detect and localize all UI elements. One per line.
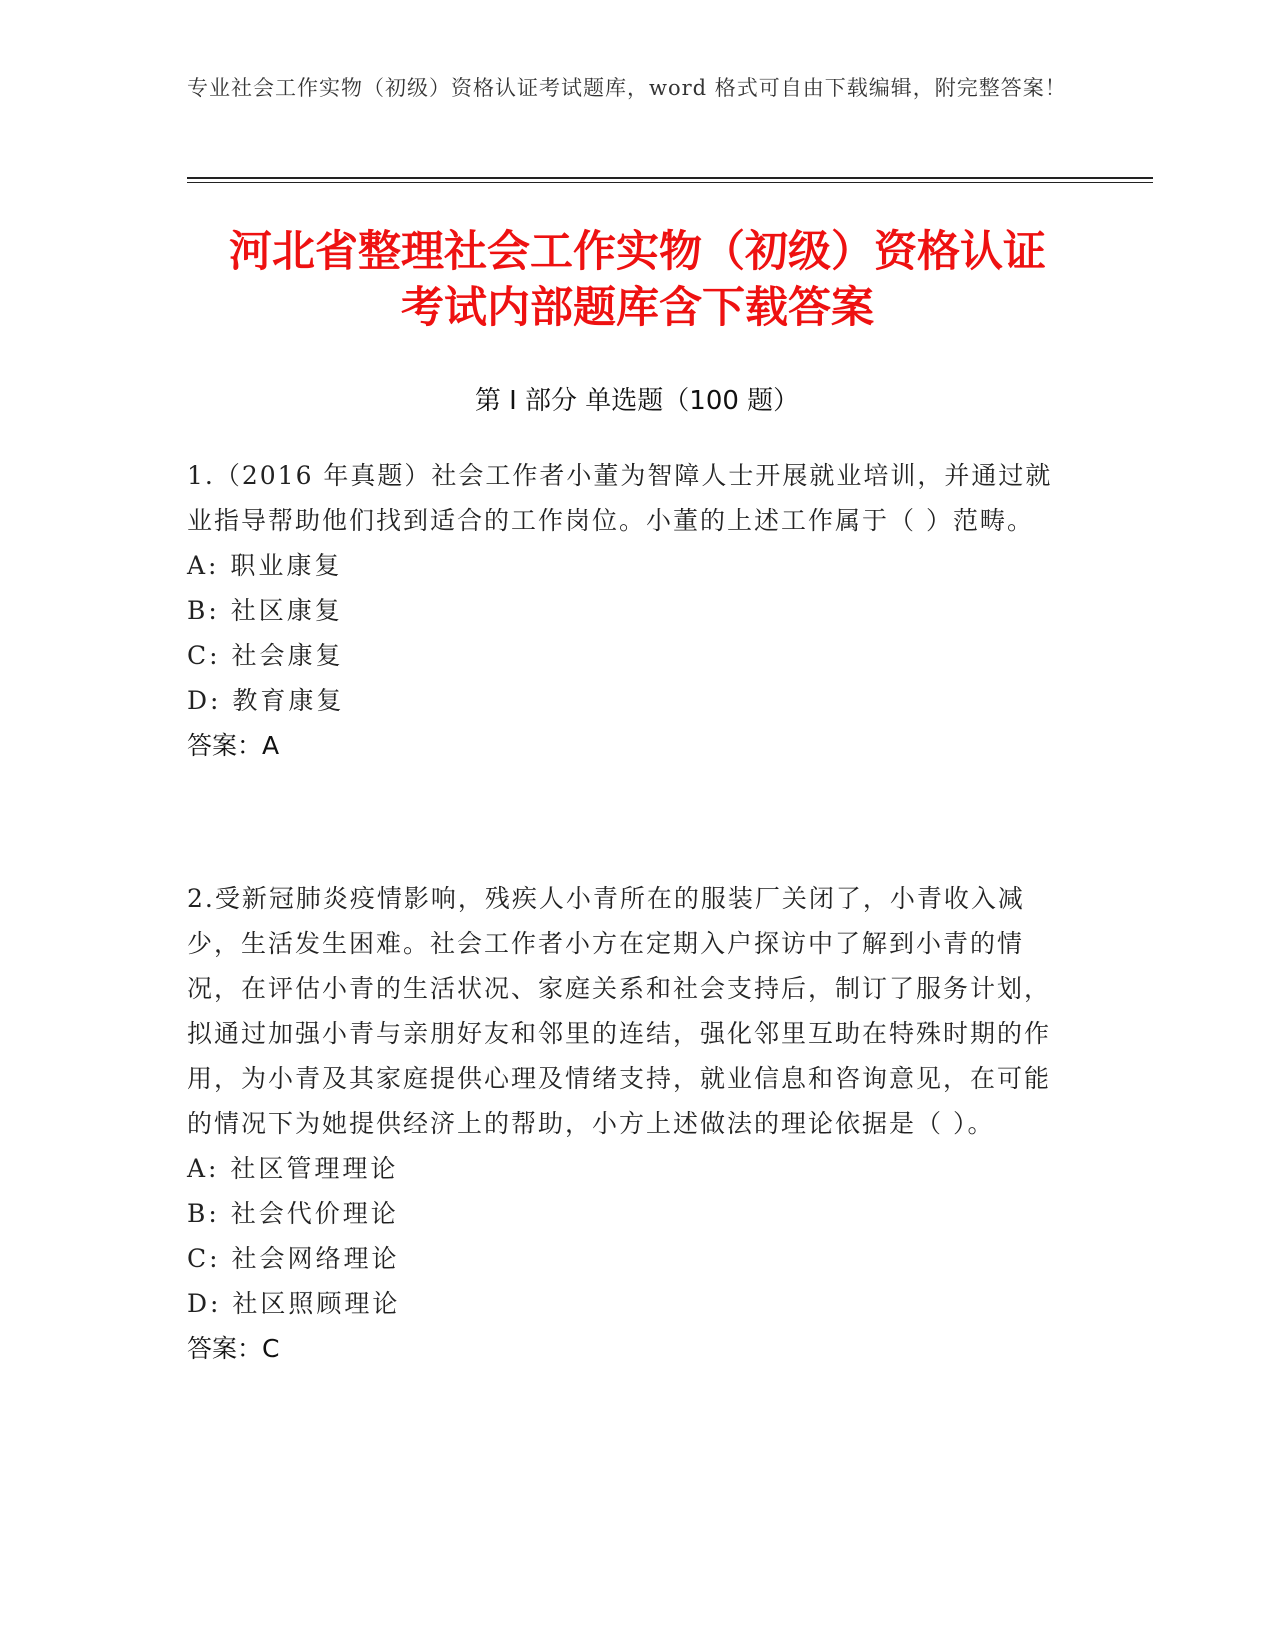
document-title-line-1: 河北省整理社会工作实物（初级）资格认证 xyxy=(229,227,1046,277)
document-title-line-2: 考试内部题库含下载答案 xyxy=(401,283,874,333)
option-a: A: 职业康复 xyxy=(187,551,343,580)
question-stem: 2.受新冠肺炎疫情影响，残疾人小青所在的服装厂关闭了，小青收入减少，生活发生困难。社会工作者小方在定期入户探访中了解到小青的情况，在评估小青的生活状况、家庭关系和社会支持后，制订了服务计划，拟通过加强小青与亲朋好友和邻里的连结，强化邻里互助在特殊时期的作用，为小青及其家庭提供心理及情绪支持，就业信息和咨询意见，在可能的情况下为她提供经济上的帮助，小方上述做法的理论依据是（ ）。 xyxy=(187,884,1052,1138)
option-a: A: 社区管理理论 xyxy=(187,1154,399,1183)
question-2 xyxy=(187,876,1067,1371)
header-note: 专业社会工作实物（初级）资格认证考试题库，word 格式可自由下载编辑，附完整答案！ xyxy=(187,76,1067,100)
option-b: B: 社区康复 xyxy=(187,596,343,625)
option-d: D: 社区照顾理论 xyxy=(187,1289,401,1318)
document-title xyxy=(180,224,1095,336)
option-b: B: 社会代价理论 xyxy=(187,1199,399,1228)
option-c: C: 社会康复 xyxy=(187,641,344,670)
answer: 答案：C xyxy=(187,1334,280,1363)
option-c: C: 社会网络理论 xyxy=(187,1244,400,1273)
header-divider-thick xyxy=(187,177,1153,179)
question-1 xyxy=(187,453,1067,768)
question-stem: 1.（2016 年真题）社会工作者小董为智障人士开展就业培训，并通过就业指导帮助他们找到适合的工作岗位。小董的上述工作属于（ ）范畴。 xyxy=(187,461,1053,535)
header-divider-thin xyxy=(187,182,1153,183)
answer: 答案：A xyxy=(187,731,280,760)
option-d: D: 教育康复 xyxy=(187,686,345,715)
section-heading: 第 I 部分 单选题（100 题） xyxy=(474,386,800,416)
